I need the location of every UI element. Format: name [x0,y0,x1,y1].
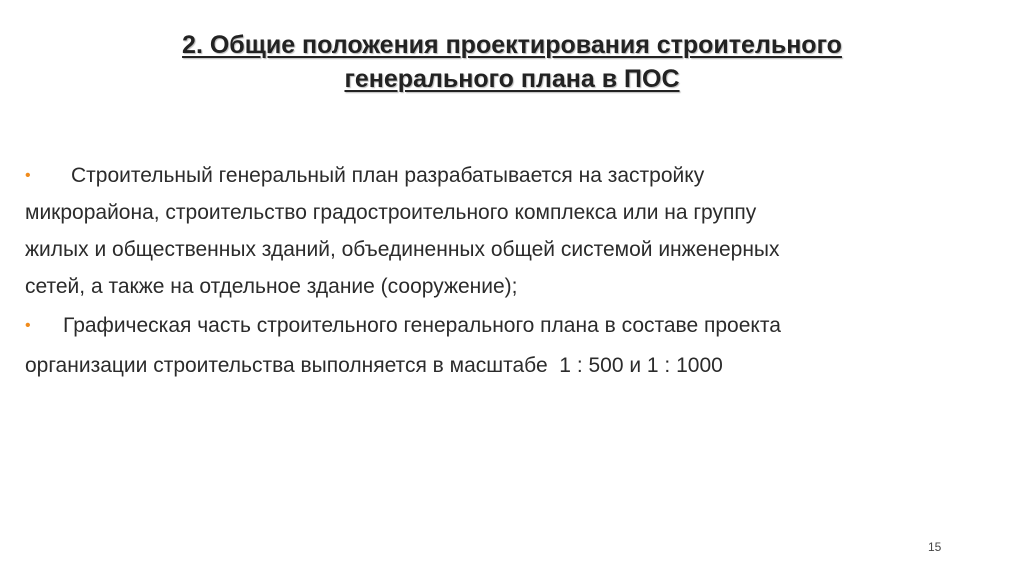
bullet-text: Строительный генеральный план разрабатывается на застройку [71,164,705,187]
bullet-dot-icon: • [25,167,31,184]
slide-title-line-1: 2. Общие положения проектирования строительного [182,31,842,59]
bullet-line: сетей, а также на отдельное здание (сооружение); [25,275,518,298]
bullet-dot-icon: • [25,317,31,334]
bullet-line [25,157,985,194]
bullet-text: Графическая часть строительного генерального плана в составе проекта [63,314,781,337]
slide-title-line-2: генерального плана в ПОС [344,65,680,93]
bullet-item [25,157,985,305]
bullet-item [25,307,985,388]
slide-title [60,28,964,96]
bullet-line: организации строительства выполняется в масштабе 1 : 500 и 1 : 1000 [25,354,723,377]
page-number: 15 [928,540,942,554]
bullet-line [25,307,985,344]
slide-body [25,157,985,388]
bullet-line: микрорайона, строительство градостроительного комплекса или на группу [25,201,757,224]
bullet-line: жилых и общественных зданий, объединенных общей системой инженерных [25,238,780,261]
